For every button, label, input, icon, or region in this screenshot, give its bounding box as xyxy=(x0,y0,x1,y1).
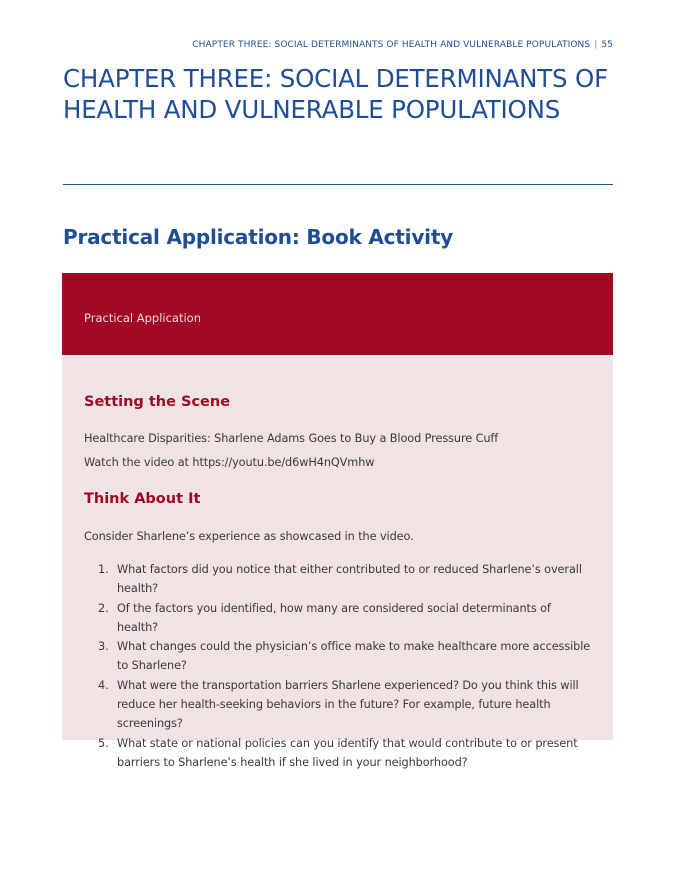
chapter-title: CHAPTER THREE: SOCIAL DETERMINANTS OF HEALTH AND VULNERABLE POPULATIONS xyxy=(63,64,608,124)
running-header-text: CHAPTER THREE: SOCIAL DETERMINANTS OF HEALTH AND VULNERABLE POPULATIONS xyxy=(192,40,591,50)
setting-the-scene-heading: Setting the Scene xyxy=(84,394,231,410)
running-header xyxy=(192,40,613,50)
box-header-label: Practical Application xyxy=(84,311,202,325)
title-divider xyxy=(63,184,613,185)
box-header xyxy=(62,273,613,355)
list-item-text: Of the factors you identified, how many are considered social determinants of health? xyxy=(117,601,551,634)
list-item-number: 5. xyxy=(98,736,109,750)
list-item-number: 4. xyxy=(98,678,109,692)
page-number: 55 xyxy=(601,40,613,50)
running-header-separator: | xyxy=(594,40,598,50)
list-item xyxy=(84,676,594,734)
list-item-text: What factors did you notice that either contributed to or reduced Sharlene’s overall health? xyxy=(117,563,582,596)
list-item-text: What changes could the physician’s office make to make healthcare more accessible to Sharlene? xyxy=(117,640,591,673)
list-item xyxy=(84,734,594,773)
question-list xyxy=(84,560,594,772)
practical-application-box xyxy=(62,273,613,769)
list-item-text: What were the transportation barriers Sharlene experienced? Do you think this will reduce her health-seeking behaviors in the future? For example, future health screenings? xyxy=(117,678,579,731)
video-link-line[interactable]: Watch the video at https://youtu.be/d6wH4nQVmhw xyxy=(84,456,375,469)
list-item-text: What state or national policies can you identify that would contribute to or present barriers to Sharlene’s health if she lived in your neighborhood? xyxy=(117,736,578,769)
list-item-number: 3. xyxy=(98,640,109,654)
list-item xyxy=(84,599,594,638)
think-intro: Consider Sharlene’s experience as showcased in the video. xyxy=(84,530,414,543)
video-title: Healthcare Disparities: Sharlene Adams Goes to Buy a Blood Pressure Cuff xyxy=(84,432,499,445)
think-about-it-heading: Think About It xyxy=(84,491,201,507)
section-heading: Practical Application: Book Activity xyxy=(63,225,454,249)
list-item-number: 2. xyxy=(98,601,109,615)
list-item xyxy=(84,637,594,676)
list-item-number: 1. xyxy=(98,563,109,576)
list-item xyxy=(84,560,594,599)
